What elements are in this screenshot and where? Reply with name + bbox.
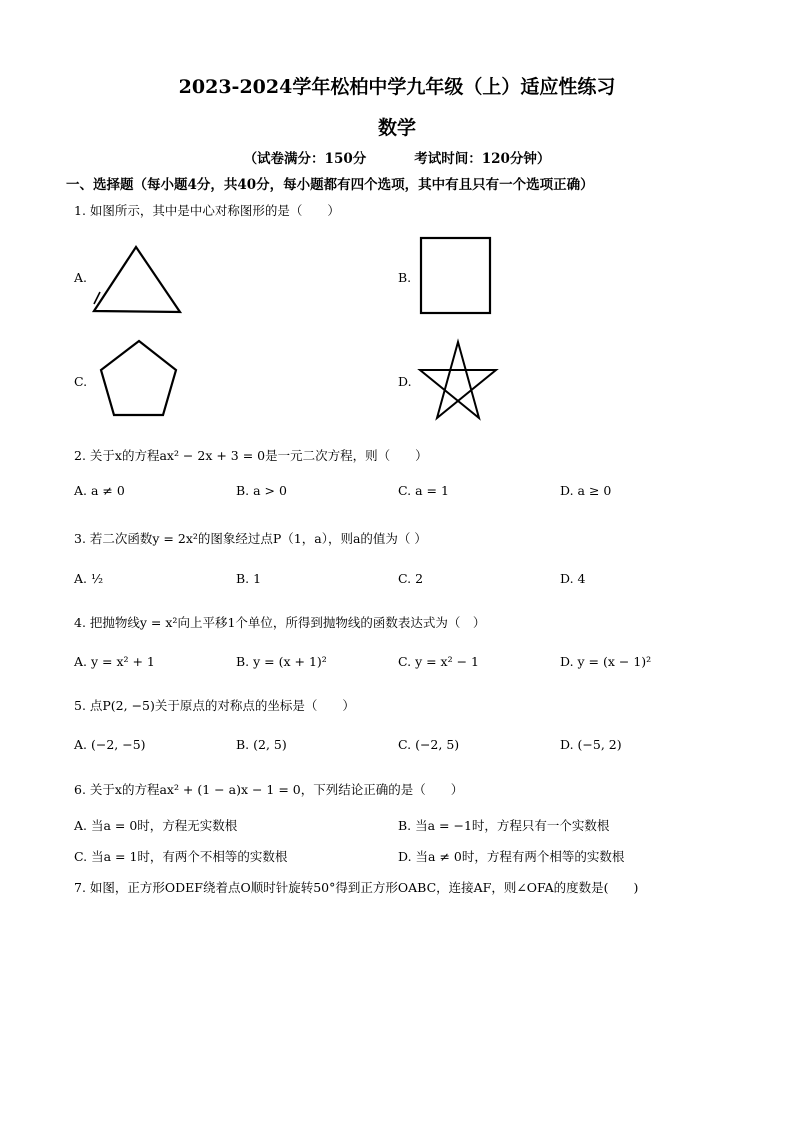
question-4-stem: 4. 把抛物线y = x²向上平移1个单位，所得到抛物线的函数表达式为（ ）: [74, 615, 486, 630]
subject-title: 数学: [377, 117, 416, 139]
q2-option-b: B. a > 0: [236, 483, 287, 498]
q6-option-a: A. 当a = 0时，方程无实数根: [74, 818, 238, 833]
q1-option-a-label: A.: [74, 270, 88, 285]
q1-option-c-label: C.: [74, 374, 88, 389]
q6-option-d: D. 当a ≠ 0时，方程有两个相等的实数根: [398, 849, 625, 864]
section-heading: 一、选择题（每小题4分，共40分，每小题都有四个选项，其中有且只有一个选项正确）: [66, 177, 594, 193]
triangle-shape: [88, 242, 188, 317]
q2-option-a: A. a ≠ 0: [74, 483, 125, 498]
time-info: 考试时间：120分钟）: [414, 151, 551, 167]
q4-option-a: A. y = x² + 1: [74, 654, 155, 669]
question-3-stem: 3. 若二次函数y = 2x²的图象经过点P（1，a），则a的值为（ ）: [74, 531, 427, 546]
q2-option-c: C. a = 1: [398, 483, 449, 498]
q5-option-c: C. (−2, 5): [398, 737, 460, 752]
document-title: 2023-2024学年松柏中学九年级（上）适应性练习: [178, 76, 616, 98]
q6-option-c: C. 当a = 1时，有两个不相等的实数根: [74, 849, 288, 864]
q5-option-a: A. (−2, −5): [74, 737, 146, 752]
q1-option-d-label: D.: [398, 374, 412, 389]
q3-option-c: C. 2: [398, 571, 424, 586]
star-shape: [416, 338, 500, 422]
q3-option-d: D. 4: [560, 571, 586, 586]
q5-option-d: D. (−5, 2): [560, 737, 622, 752]
q3-option-b: B. 1: [236, 571, 262, 586]
q4-option-c: C. y = x² − 1: [398, 654, 479, 669]
q2-option-d: D. a ≥ 0: [560, 483, 612, 498]
pentagon-shape: [96, 336, 182, 420]
q5-option-b: B. (2, 5): [236, 737, 287, 752]
question-5-stem: 5. 点P(2, −5)关于原点的对称点的坐标是（ ）: [74, 698, 355, 713]
exam-info: [0, 147, 794, 167]
q1-option-b-label: B.: [398, 270, 412, 285]
question-7-stem: 7. 如图，正方形ODEF绕着点O顺时针旋转50°得到正方形OABC，连接AF，则∠OFA的度数是( ): [74, 880, 639, 895]
question-6-stem: 6. 关于x的方程ax² + (1 − a)x − 1 = 0，下列结论正确的是（ ）: [74, 782, 464, 797]
question-1-stem: 1. 如图所示，其中是中心对称图形的是（ ）: [74, 203, 340, 218]
q4-option-d: D. y = (x − 1)²: [560, 654, 652, 669]
question-2-stem: 2. 关于x的方程ax² − 2x + 3 = 0是一元二次方程，则（ ）: [74, 448, 428, 463]
square-shape: [418, 235, 494, 315]
q3-option-a: A. ½: [74, 571, 104, 586]
score-info: （试卷满分：150分: [243, 151, 367, 167]
q4-option-b: B. y = (x + 1)²: [236, 654, 327, 669]
q6-option-b: B. 当a = −1时，方程只有一个实数根: [398, 818, 610, 833]
